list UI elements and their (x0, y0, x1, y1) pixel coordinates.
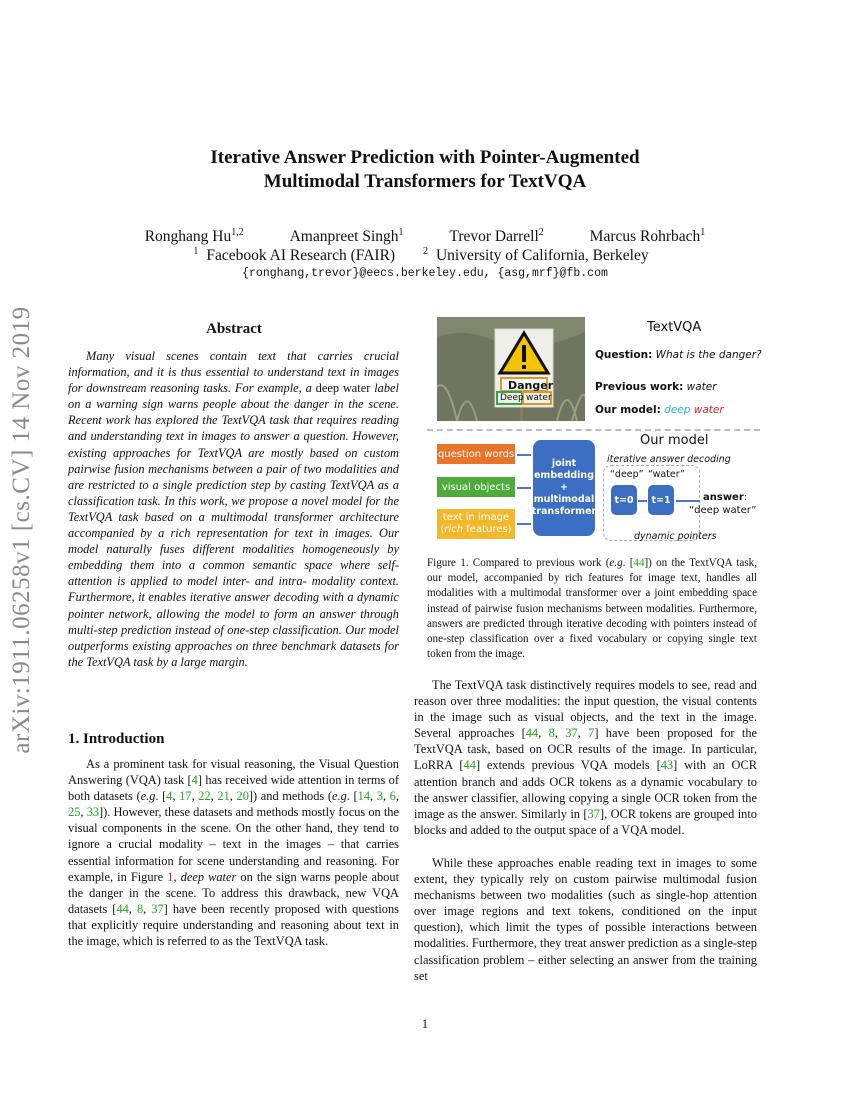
arxiv-id: arXiv:1911.06258v1 [cs.CV] 14 Nov 2019 (8, 306, 35, 754)
abstract-heading: Abstract (206, 321, 262, 337)
author: Marcus Rohrbach$^1$ (589, 226, 706, 245)
our-model-title: Our model (640, 433, 709, 448)
arrow-icon (638, 500, 647, 502)
multimodal-transformer-block: joint embedding + multimodal transformer (533, 440, 595, 536)
paper-title (100, 146, 750, 194)
affiliation: $^1$ Facebook AI Research (FAIR) (193, 245, 396, 264)
section-heading-introduction: 1. Introduction (68, 731, 165, 747)
input-text-in-image: text in image (rich features) (437, 509, 515, 539)
arrow-icon (517, 523, 531, 525)
arxiv-stamp (2, 306, 42, 754)
figure-previous-work: Previous work: water (595, 381, 717, 393)
figure-1 (427, 317, 760, 549)
introduction-paragraph: As a prominent task for visual reasoning, the Visual Question Answering (VQA) task [4] has received wide attention in terms of both datasets (e.g. [4, 17, 22, 21, 20]) and methods (e.g. [14, 3, 6, 25, 33]). However, these datasets and methods mostly focus on the visual components in the scene. On the other hand, they tend to ignore a crucial modality – text in the images – that carries essential information for scene understanding and reasoning. For example, in Figure 1, deep water on the sign warns people about the danger in the scene. To address this drawback, new VQA datasets [44, 8, 37] have been recently proposed with questions that explicitly require understanding and reasoning about text in the image, which is referred to as the TextVQA task. (68, 757, 400, 949)
sign-text-danger: Danger (508, 379, 554, 392)
dynamic-pointers-label: dynamic pointers (634, 531, 717, 542)
sign-text-water: water (526, 393, 552, 403)
warning-sign-photo (437, 317, 585, 421)
token-water: “water” (648, 469, 685, 480)
input-question-words: question words (437, 444, 515, 464)
page-number: 1 (421, 1017, 429, 1031)
decode-step-0: t=0 (611, 485, 637, 515)
arrow-icon (517, 487, 531, 489)
arrow-icon (517, 454, 531, 456)
decode-step-1: t=1 (648, 485, 674, 515)
figure-question: Question: What is the danger? (595, 349, 762, 361)
author-emails: {ronghang,trevor}@eecs.berkeley.edu, {asg,mrf}@fb.com (242, 267, 608, 280)
affiliation: $^2$ University of California, Berkeley (422, 245, 649, 264)
figure-1-caption: Figure 1. Compared to previous work (e.g. [44]) on the TextVQA task, our model, accompanied by rich features for image text, handles all modalities with a multimodal transformer over a joint embedding space instead of pairwise fusion mechanisms between modalities. Furthermore, answers are predicted through iterative decoding with pointers instead of one-step classification over a fixed vocabulary or copying single text token from the image. (427, 557, 757, 661)
iterative-decoding-label: iterative answer decoding (607, 454, 731, 465)
token-deep: “deep” (610, 469, 644, 480)
author-list (100, 227, 750, 246)
title-line-2: Multimodal Transformers for TextVQA (263, 171, 587, 192)
input-visual-objects: visual objects (437, 477, 515, 497)
figure-our-model-answer: Our model: deep water (595, 404, 724, 416)
sign-text-deep: Deep (500, 393, 524, 403)
title-line-1: Iterative Answer Prediction with Pointer-Augmented (210, 147, 640, 168)
author: Amanpreet Singh$^1$ (289, 226, 404, 245)
figure-dataset-title: TextVQA (647, 320, 702, 335)
affiliations (100, 246, 750, 265)
abstract-body: Many visual scenes contain text that carries crucial information, and it is thus essential to understand text in images for downstream reasoning tasks. For example, a deep water label on a warning sign warns people about the danger in the scene. Recent work has explored the TextVQA task that requires reading and understanding text in images to answer a question. However, existing approaches for TextVQA are mostly based on custom pairwise fusion mechanisms between a pair of two modalities and are restricted to a single prediction step by casting TextVQA as a classification task. In this work, we propose a novel model for the TextVQA task based on a multimodal transformer architecture accompanied by a rich representation for text in images. Our model naturally fuses different modalities homogeneously by embedding them into a common semantic space where self-attention is applied to model inter- and intra- modality context. Furthermore, it enables iterative answer decoding with a dynamic pointer network, allowing the model to form an answer through multi-step prediction instead of one-step classification. Our model outperforms existing approaches on three benchmark datasets for the TextVQA task by a large margin. (68, 349, 399, 669)
body-paragraph: The TextVQA task distinctively requires models to see, read and reason over three modalities: the input question, the visual contents in the image such as visual objects, and the text in the image. Several approaches [44, 8, 37, 7] have been proposed for the TextVQA task, based on OCR results of the image. In particular, LoRRA [44] extends previous VQA models [43] with an OCR attention branch and adds OCR tokens as a dynamic vocabulary to the answer classifier, allowing copying a single OCR token from the image as the answer. Similarly in [37], OCR tokens are grouped into blocks and added to the output space of a VQA model. (414, 678, 758, 837)
author: Trevor Darrell$^2$ (449, 226, 544, 245)
arrow-icon (676, 500, 700, 502)
sign-illustration (437, 317, 585, 421)
answer-label: answer: (703, 492, 748, 503)
figure-divider (427, 429, 760, 431)
answer-text: “deep water” (689, 505, 757, 516)
author: Ronghang Hu$^{1,2}$ (144, 226, 244, 245)
body-paragraph: While these approaches enable reading text in images to some extent, they typically rely on custom pairwise multimodal fusion mechanisms between two modalities (such as single-hop attention over image regions and text tokens, conditioned on the input question), which limit the types of possible interactions between modalities. Furthermore, they treat answer prediction as a single-step classification problem – either selecting an answer from the training set (414, 856, 757, 983)
